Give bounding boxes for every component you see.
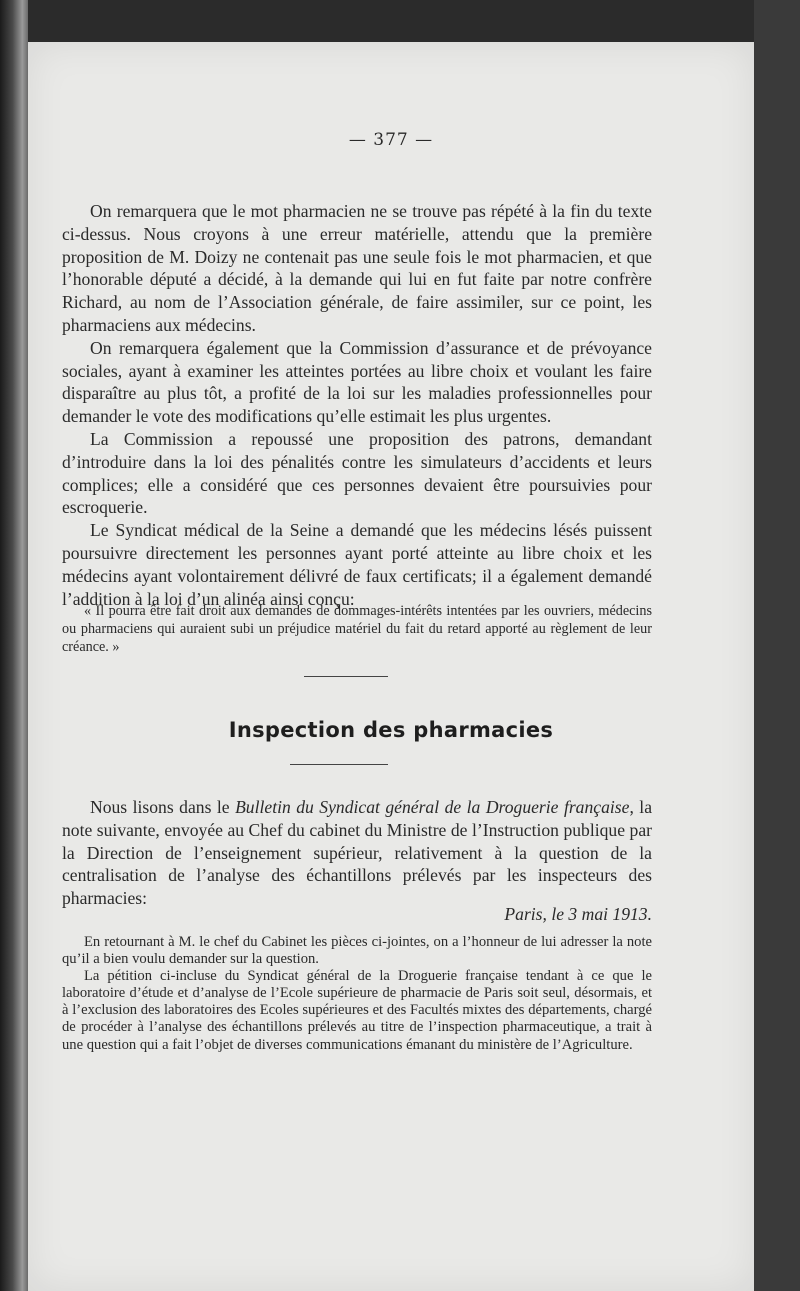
letter-paragraph-1: En retournant à M. le chef du Cabinet les pièces ci-jointes, on a l’honneur de lui adresser la note qu’il a bien voulu demander sur la question.	[62, 934, 652, 968]
paragraph-3: La Commission a repoussé une proposition des patrons, demandant d’introduire dans la loi des pénalités contre les simulateurs d’accidents et leurs complices; elle a considéré que ces personnes devaient être poursuivies pour escroquerie.	[62, 428, 652, 518]
page-number: — 377 —	[348, 130, 434, 150]
body-paragraphs	[62, 200, 652, 610]
dateline: Paris, le 3 mai 1913.	[504, 904, 652, 924]
section-heading: Inspection des pharmacies	[228, 718, 554, 742]
heading-underline	[290, 764, 388, 765]
scan-background	[754, 0, 800, 1291]
letter-paragraph-2: La pétition ci-incluse du Syndicat général de la Droguerie française tendant à ce que le laboratoire d’étude et d’analyse de l’Ecole supérieure de pharmacie de Paris soit seul, désormais, et à l’exclusion des laboratoires des Ecoles supérieures et des Facultés mixtes des départements, chargé de procéder à l’analyse des échantillons prélevés au titre de l’inspection pharmaceutique, a trait à une question qui a fait l’objet de diverses communications émanant du ministère de l’Agriculture.	[62, 968, 652, 1053]
bulletin-title: Bulletin du Syndicat général de la Droguerie française	[235, 797, 630, 817]
intro-text-start: Nous lisons dans le	[90, 797, 236, 817]
intro-text-end: , la note suivante, envoyée au Chef du cabinet du Ministre de l’Instruction publique par la Direction de l’enseignement supérieur, relativement à la question de la centralisation de l’analyse des échantillons prélevés par les inspecteurs des pharmacies:	[62, 797, 653, 909]
quote-text: « Il pourra être fait droit aux demandes de dommages-intérêts intentées par les ouvriers, médecins ou pharmaciens qui auraient subi un préjudice matériel du fait du retard apporté au règlement de leur créance. »	[62, 603, 652, 655]
document-page	[28, 42, 754, 1291]
paragraph-1: On remarquera que le mot pharmacien ne se trouve pas répété à la fin du texte ci-dessus. Nous croyons à une erreur matérielle, attendu que la première proposition de M. Doizy ne contenait pas une seule fois le mot pharmacien, et que l’honorable député a décidé, à la demande qui lui en fut faite par notre confrère Richard, au nom de l’Association générale, de faire assimiler, sur ce point, les pharmaciens aux médecins.	[62, 201, 652, 335]
letter-body	[62, 934, 652, 1054]
section-divider	[304, 676, 388, 677]
intro-paragraph	[62, 796, 652, 910]
paragraph-4: Le Syndicat médical de la Seine a demandé que les médecins lésés puissent poursuivre directement les personnes ayant porté atteinte au libre choix et les médecins ayant volontairement délivré de faux certificats; il a également demandé l’addition à la loi d’un alinéa ainsi conçu:	[62, 520, 652, 609]
adjacent-page-edge	[0, 0, 28, 1291]
paragraph-2: On remarquera également que la Commission d’assurance et de prévoyance sociales, ayant à examiner les atteintes portées au libre choix et voulant les faire disparaître au plus tôt, a profité de la loi sur les maladies professionnelles pour demander le vote des modifications qu’elle estimait les plus urgentes.	[62, 337, 652, 427]
quote-block	[62, 602, 652, 656]
